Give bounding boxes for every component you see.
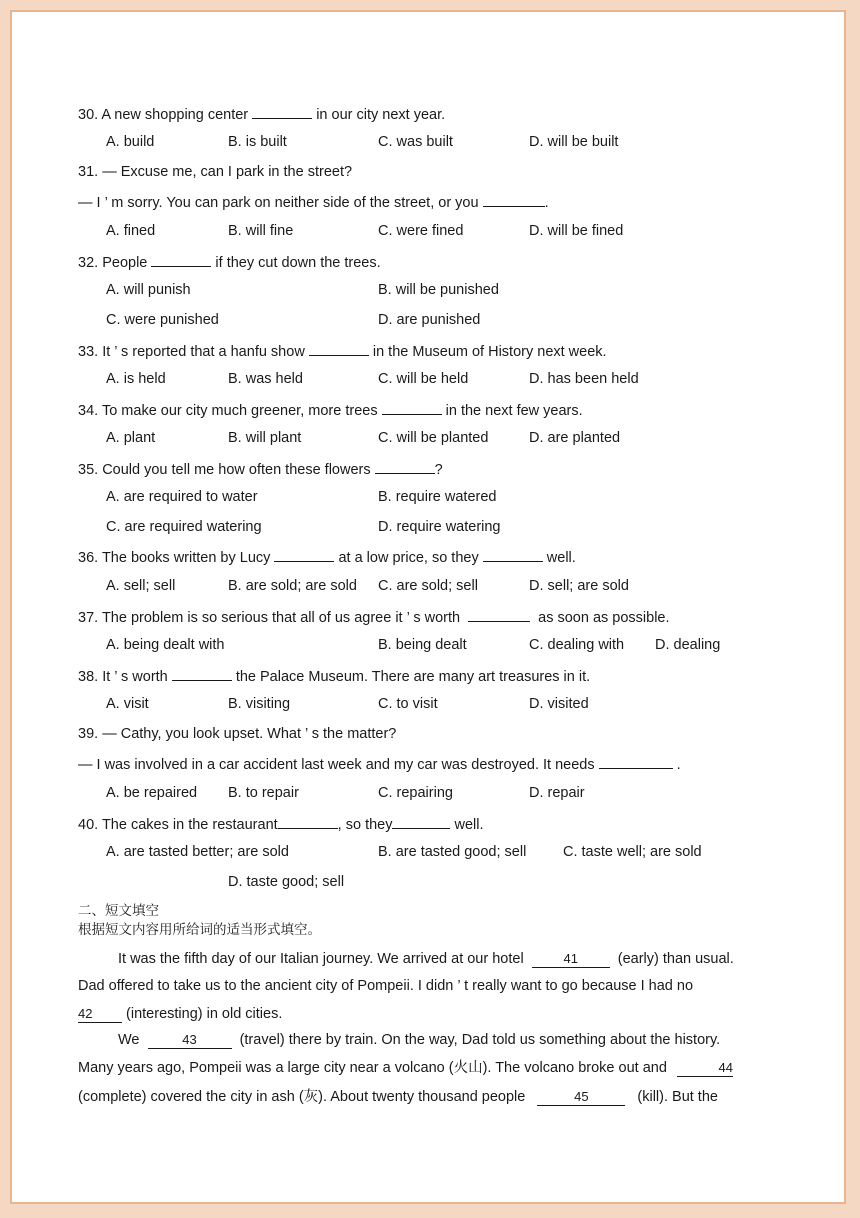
option-a[interactable]: A. is held bbox=[106, 371, 166, 387]
question-text: . bbox=[676, 757, 681, 773]
passage-line bbox=[78, 1088, 718, 1106]
option-b[interactable]: B. was held bbox=[228, 371, 303, 387]
passage-line: Dad offered to take us to the ancient city of Pompeii. I didn ’ t really want to go because I had no bbox=[78, 978, 694, 994]
option-c[interactable]: C. to visit bbox=[378, 696, 438, 712]
passage-text: (kill). But the bbox=[637, 1089, 718, 1105]
passage-text: It was the fifth day of our Italian journey. We arrived at our hotel bbox=[118, 951, 524, 967]
section-instruction: 根据短文内容用所给词的适当形式填空。 bbox=[78, 922, 321, 938]
question-number: 40. bbox=[78, 817, 99, 833]
question-number: 39. bbox=[78, 726, 99, 742]
option-c[interactable]: C. were fined bbox=[378, 223, 464, 239]
question-text: the Palace Museum. There are many art treasures in it. bbox=[235, 669, 591, 685]
answer-blank[interactable] bbox=[252, 104, 312, 119]
question-number: 37. bbox=[78, 610, 99, 626]
question-text: in our city next year. bbox=[316, 107, 446, 123]
option-d[interactable]: D. repair bbox=[529, 785, 585, 801]
passage-text: (early) than usual. bbox=[617, 951, 734, 967]
question-text: — Cathy, you look upset. What ’ s the matter? bbox=[102, 726, 397, 742]
option-d[interactable]: D. are punished bbox=[378, 312, 481, 328]
question-39 bbox=[78, 725, 396, 743]
question-40 bbox=[78, 814, 484, 834]
question-36 bbox=[78, 547, 576, 567]
question-text: It ’ s reported that a hanfu show bbox=[102, 344, 305, 360]
question-text: People bbox=[102, 255, 148, 271]
option-c[interactable]: C. repairing bbox=[378, 785, 453, 801]
option-b[interactable]: B. require watered bbox=[378, 489, 497, 505]
answer-blank[interactable] bbox=[278, 814, 338, 829]
answer-blank[interactable] bbox=[599, 754, 673, 769]
question-text: well. bbox=[546, 550, 576, 566]
question-text: A new shopping center bbox=[101, 107, 249, 123]
passage-line bbox=[118, 1031, 720, 1049]
question-number: 33. bbox=[78, 344, 99, 360]
answer-blank-42[interactable]: 42 bbox=[78, 1006, 122, 1023]
option-c[interactable]: C. will be held bbox=[378, 371, 469, 387]
option-c[interactable]: C. are required watering bbox=[106, 519, 262, 535]
option-a[interactable]: A. be repaired bbox=[106, 785, 198, 801]
question-text: ? bbox=[434, 462, 443, 478]
option-d[interactable]: D. will be fined bbox=[529, 223, 624, 239]
answer-blank[interactable] bbox=[468, 607, 530, 622]
passage-text: We bbox=[118, 1032, 140, 1048]
option-a[interactable]: A. fined bbox=[106, 223, 156, 239]
option-b[interactable]: B. are tasted good; sell bbox=[378, 844, 527, 860]
option-b[interactable]: B. will plant bbox=[228, 430, 302, 446]
option-b[interactable]: B. visiting bbox=[228, 696, 291, 712]
worksheet-page bbox=[10, 10, 846, 1204]
option-d[interactable]: D. are planted bbox=[529, 430, 621, 446]
option-b[interactable]: B. to repair bbox=[228, 785, 299, 801]
answer-blank-43[interactable]: 43 bbox=[148, 1032, 232, 1049]
option-d[interactable]: D. taste good; sell bbox=[228, 874, 345, 890]
passage-text: Many years ago, Pompeii was a large city near a volcano (火山). The volcano broke out and bbox=[78, 1060, 667, 1076]
question-38 bbox=[78, 666, 590, 686]
option-a[interactable]: A. will punish bbox=[106, 282, 191, 298]
option-d[interactable]: D. has been held bbox=[529, 371, 639, 387]
option-d[interactable]: D. require watering bbox=[378, 519, 501, 535]
passage-text: (complete) covered the city in ash (灰). About twenty thousand people bbox=[78, 1089, 526, 1105]
option-d[interactable]: D. visited bbox=[529, 696, 589, 712]
question-text: at a low price, so they bbox=[338, 550, 479, 566]
question-31 bbox=[78, 163, 352, 181]
question-text: as soon as possible. bbox=[538, 610, 670, 626]
option-b[interactable]: B. will be punished bbox=[378, 282, 499, 298]
question-text: The problem is so serious that all of us agree it ’ s worth bbox=[101, 610, 461, 626]
question-number: 31. bbox=[78, 164, 99, 180]
question-number: 34. bbox=[78, 403, 99, 419]
option-d[interactable]: D. will be built bbox=[529, 134, 619, 150]
option-a[interactable]: A. build bbox=[106, 134, 155, 150]
question-text: in the Museum of History next week. bbox=[372, 344, 607, 360]
option-c[interactable]: C. taste well; are sold bbox=[563, 844, 702, 860]
question-32 bbox=[78, 252, 381, 272]
answer-blank-44[interactable]: 44 bbox=[677, 1060, 733, 1077]
option-a[interactable]: A. plant bbox=[106, 430, 156, 446]
answer-blank[interactable] bbox=[382, 400, 442, 415]
option-b[interactable]: B. will fine bbox=[228, 223, 294, 239]
option-c[interactable]: C. dealing with bbox=[529, 637, 625, 653]
question-30 bbox=[78, 104, 445, 124]
option-a[interactable]: A. are tasted better; are sold bbox=[106, 844, 289, 860]
question-text: if they cut down the trees. bbox=[215, 255, 381, 271]
question-33 bbox=[78, 341, 607, 361]
answer-blank[interactable] bbox=[151, 252, 211, 267]
option-c[interactable]: C. were punished bbox=[106, 312, 219, 328]
question-number: 32. bbox=[78, 255, 99, 271]
question-31-line2 bbox=[78, 192, 549, 212]
passage-line bbox=[78, 1005, 282, 1023]
option-c[interactable]: C. are sold; sell bbox=[378, 578, 478, 594]
question-number: 30. bbox=[78, 107, 99, 123]
option-a[interactable]: A. sell; sell bbox=[106, 578, 176, 594]
question-text: Could you tell me how often these flowers bbox=[102, 462, 371, 478]
question-text: — Excuse me, can I park in the street? bbox=[102, 164, 353, 180]
question-39-line2 bbox=[78, 754, 681, 774]
question-37 bbox=[78, 607, 670, 627]
passage-line bbox=[78, 1059, 733, 1077]
section-heading: 二、短文填空 bbox=[78, 903, 159, 919]
question-text: The cakes in the restaurant bbox=[101, 817, 278, 833]
question-text: in the next few years. bbox=[445, 403, 583, 419]
question-text: To make our city much greener, more trees bbox=[101, 403, 378, 419]
passage-line bbox=[118, 950, 734, 968]
passage-text: (interesting) in old cities. bbox=[126, 1006, 283, 1022]
question-text: — I ’ m sorry. You can park on neither side of the street, or you bbox=[78, 195, 479, 211]
answer-blank[interactable] bbox=[274, 547, 334, 562]
question-number: 36. bbox=[78, 550, 99, 566]
question-text: well. bbox=[454, 817, 484, 833]
question-35 bbox=[78, 459, 443, 479]
question-text: The books written by Lucy bbox=[101, 550, 271, 566]
option-b[interactable]: B. are sold; are sold bbox=[228, 578, 357, 594]
answer-blank-41[interactable]: 41 bbox=[532, 951, 610, 968]
answer-blank[interactable] bbox=[172, 666, 232, 681]
question-text: It ’ s worth bbox=[102, 669, 168, 685]
option-a[interactable]: A. are required to water bbox=[106, 489, 258, 505]
answer-blank[interactable] bbox=[375, 459, 435, 474]
question-number: 35. bbox=[78, 462, 99, 478]
answer-blank[interactable] bbox=[309, 341, 369, 356]
question-number: 38. bbox=[78, 669, 99, 685]
option-b[interactable]: B. being dealt bbox=[378, 637, 467, 653]
option-b[interactable]: B. is built bbox=[228, 134, 287, 150]
answer-blank[interactable] bbox=[483, 192, 545, 207]
option-a[interactable]: A. being dealt with bbox=[106, 637, 225, 653]
question-text: — I was involved in a car accident last week and my car was destroyed. It needs bbox=[78, 757, 595, 773]
option-a[interactable]: A. visit bbox=[106, 696, 149, 712]
question-34 bbox=[78, 400, 583, 420]
answer-blank-45[interactable]: 45 bbox=[537, 1089, 625, 1106]
question-text: . bbox=[544, 195, 549, 211]
answer-blank[interactable] bbox=[392, 814, 450, 829]
question-text: , so they bbox=[337, 817, 393, 833]
option-d[interactable]: D. dealing bbox=[655, 637, 721, 653]
option-c[interactable]: C. was built bbox=[378, 134, 453, 150]
option-c[interactable]: C. will be planted bbox=[378, 430, 489, 446]
answer-blank[interactable] bbox=[483, 547, 543, 562]
passage-text: (travel) there by train. On the way, Dad told us something about the history. bbox=[239, 1032, 721, 1048]
option-d[interactable]: D. sell; are sold bbox=[529, 578, 629, 594]
